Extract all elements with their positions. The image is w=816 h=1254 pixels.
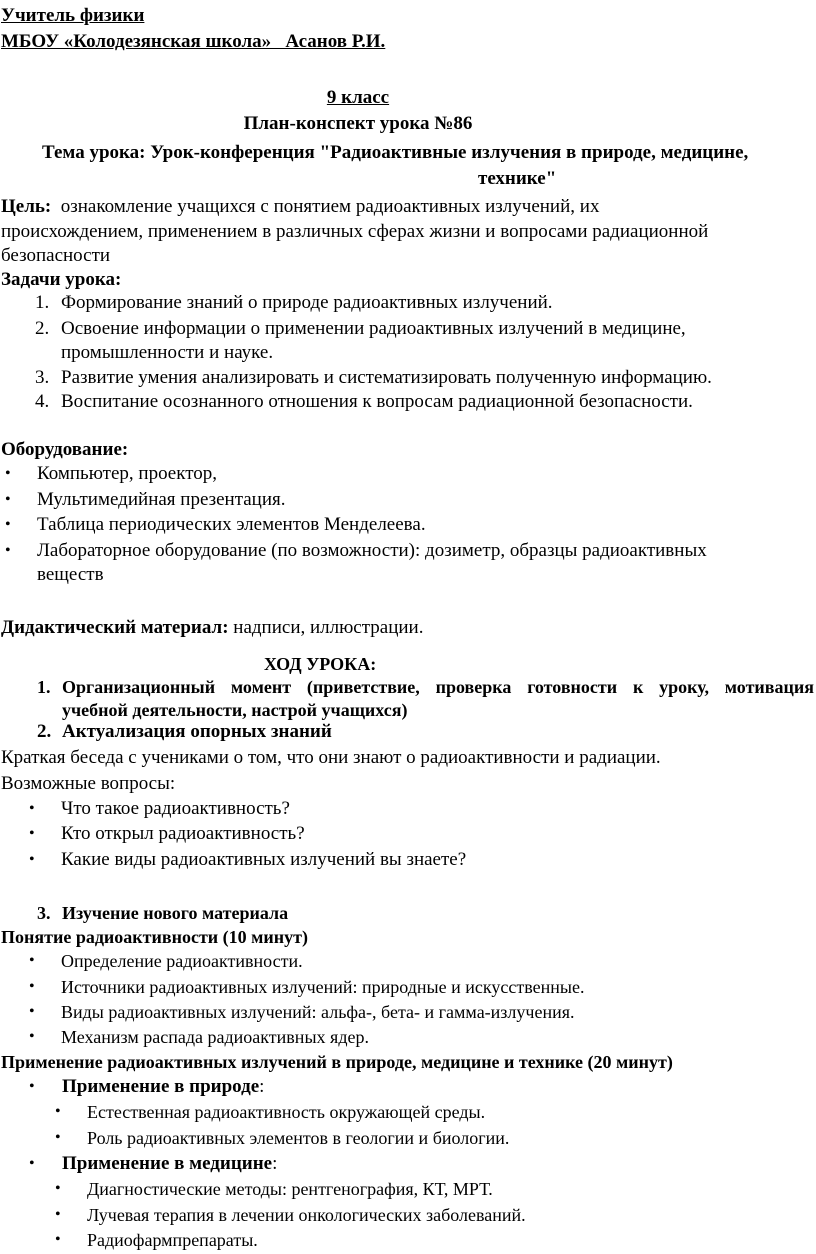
step-number: 3. bbox=[37, 903, 51, 923]
tasks-heading: Задачи урока: bbox=[1, 269, 122, 290]
school-line: МБОУ «Колодезянская школа» Асанов Р.И. bbox=[1, 31, 386, 52]
questions-label: Возможные вопросы: bbox=[1, 773, 176, 794]
didactic-line bbox=[1, 616, 423, 640]
bullet-icon: • bbox=[29, 978, 35, 995]
colon: : bbox=[272, 1153, 278, 1174]
bullet-icon: • bbox=[29, 1028, 35, 1045]
step1-word: (приветствие, bbox=[306, 677, 420, 697]
nature-line bbox=[62, 1075, 264, 1099]
step1-word: уроку, bbox=[659, 677, 709, 697]
plan-title: План-конспект урока №86 bbox=[243, 113, 473, 134]
concept-item: Механизм распада радиоактивных ядер. bbox=[61, 1027, 369, 1047]
nature-item: Естественная радиоактивность окружающей среды. bbox=[87, 1102, 486, 1122]
step1-word: к bbox=[632, 677, 644, 697]
task-item: Формирование знаний о природе радиоактивных излучений. bbox=[61, 292, 553, 313]
equipment-item-continuation: веществ bbox=[37, 564, 104, 585]
bullet-icon: • bbox=[5, 465, 11, 482]
step2-title: Актуализация опорных знаний bbox=[62, 721, 332, 742]
task-number: 2. bbox=[35, 318, 50, 339]
lesson-heading: ХОД УРОКА: bbox=[264, 654, 377, 674]
nature-label: Применение в природе bbox=[62, 1076, 260, 1097]
task-item: Освоение информации о применении радиоактивных излучений в медицине, bbox=[61, 318, 686, 339]
equipment-item: Мультимедийная презентация. bbox=[37, 489, 286, 510]
talk-line: Краткая беседа с учениками о том, что они знают о радиоактивности и радиации. bbox=[1, 747, 661, 768]
medicine-item: Диагностические методы: рентгенография, КТ, МРТ. bbox=[87, 1179, 493, 1199]
equipment-heading: Оборудование: bbox=[1, 439, 129, 460]
task-item: Воспитание осознанного отношения к вопросам радиационной безопасности. bbox=[61, 391, 693, 412]
concept-item: Определение радиоактивности. bbox=[61, 951, 303, 971]
step1-line-2: учебной деятельности, настрой учащихся) bbox=[62, 700, 408, 720]
step1-word: мотивация bbox=[724, 677, 814, 697]
step-number: 1. bbox=[37, 677, 51, 697]
bullet-icon: • bbox=[5, 491, 11, 508]
bullet-icon: • bbox=[5, 516, 11, 533]
goal-line-1 bbox=[1, 195, 599, 219]
bullet-icon: • bbox=[29, 851, 35, 868]
concept-item: Виды радиоактивных излучений: альфа-, бета- и гамма-излучения. bbox=[61, 1002, 575, 1022]
bullet-icon: • bbox=[29, 1155, 35, 1172]
bullet-icon: • bbox=[29, 1003, 35, 1020]
bullet-icon: • bbox=[55, 1206, 61, 1223]
bullet-icon: • bbox=[29, 1078, 35, 1095]
step1-word: готовности bbox=[527, 677, 618, 697]
goal-line-3: безопасности bbox=[1, 245, 111, 266]
step1-line-1 bbox=[62, 675, 814, 699]
bullet-icon: • bbox=[55, 1180, 61, 1197]
medicine-label: Применение в медицине bbox=[62, 1153, 273, 1174]
step1-word: момент bbox=[230, 677, 292, 697]
topic-line-2: технике" bbox=[478, 168, 557, 189]
medicine-line bbox=[62, 1152, 277, 1176]
application-heading: Применение радиоактивных излучений в природе, медицине и технике (20 минут) bbox=[1, 1052, 673, 1072]
colon: : bbox=[259, 1076, 265, 1097]
bullet-icon: • bbox=[29, 800, 35, 817]
medicine-item: Радиофармпрепараты. bbox=[87, 1230, 258, 1250]
task-item-continuation: промышленности и науке. bbox=[61, 342, 274, 363]
question-item: Что такое радиоактивность? bbox=[61, 798, 290, 819]
equipment-item: Лабораторное оборудование (по возможности): дозиметр, образцы радиоактивных bbox=[37, 540, 707, 561]
equipment-item: Таблица периодических элементов Менделеева. bbox=[37, 514, 426, 535]
task-number: 3. bbox=[35, 367, 50, 388]
topic-line-1: Тема урока: Урок-конференция "Радиоактивные излучения в природе, медицине, bbox=[42, 142, 749, 163]
concept-heading: Понятие радиоактивности (10 минут) bbox=[1, 927, 309, 947]
task-item: Развитие умения анализировать и систематизировать полученную информацию. bbox=[61, 367, 712, 388]
bullet-icon: • bbox=[29, 952, 35, 969]
bullet-icon: • bbox=[55, 1129, 61, 1146]
bullet-icon: • bbox=[55, 1231, 61, 1248]
step-number: 2. bbox=[37, 721, 52, 742]
bullet-icon: • bbox=[55, 1103, 61, 1120]
question-item: Какие виды радиоактивных излучений вы знаете? bbox=[61, 849, 467, 870]
teacher-line: Учитель физики bbox=[1, 5, 145, 26]
didactic-label: Дидактический материал: bbox=[1, 617, 229, 638]
step1-word: проверка bbox=[435, 677, 512, 697]
task-number: 4. bbox=[35, 391, 50, 412]
concept-item: Источники радиоактивных излучений: природные и искусственные. bbox=[61, 977, 585, 997]
equipment-item: Компьютер, проектор, bbox=[37, 463, 218, 484]
goal-line-2: происхождением, применением в различных сферах жизни и вопросами радиационной bbox=[1, 221, 709, 242]
step3-title: Изучение нового материала bbox=[62, 903, 289, 923]
nature-item: Роль радиоактивных элементов в геологии и биологии. bbox=[87, 1128, 510, 1148]
grade-title: 9 класс bbox=[326, 87, 390, 108]
task-number: 1. bbox=[35, 292, 50, 313]
goal-label: Цель: bbox=[1, 196, 52, 217]
bullet-icon: • bbox=[29, 825, 35, 842]
question-item: Кто открыл радиоактивность? bbox=[61, 823, 305, 844]
medicine-item: Лучевая терапия в лечении онкологических заболеваний. bbox=[87, 1205, 526, 1225]
step1-word: Организационный bbox=[62, 677, 216, 697]
didactic-text: надписи, иллюстрации. bbox=[233, 617, 424, 638]
bullet-icon: • bbox=[5, 542, 11, 559]
goal-text-1: ознакомление учащихся с понятием радиоактивных излучений, их bbox=[60, 196, 600, 217]
